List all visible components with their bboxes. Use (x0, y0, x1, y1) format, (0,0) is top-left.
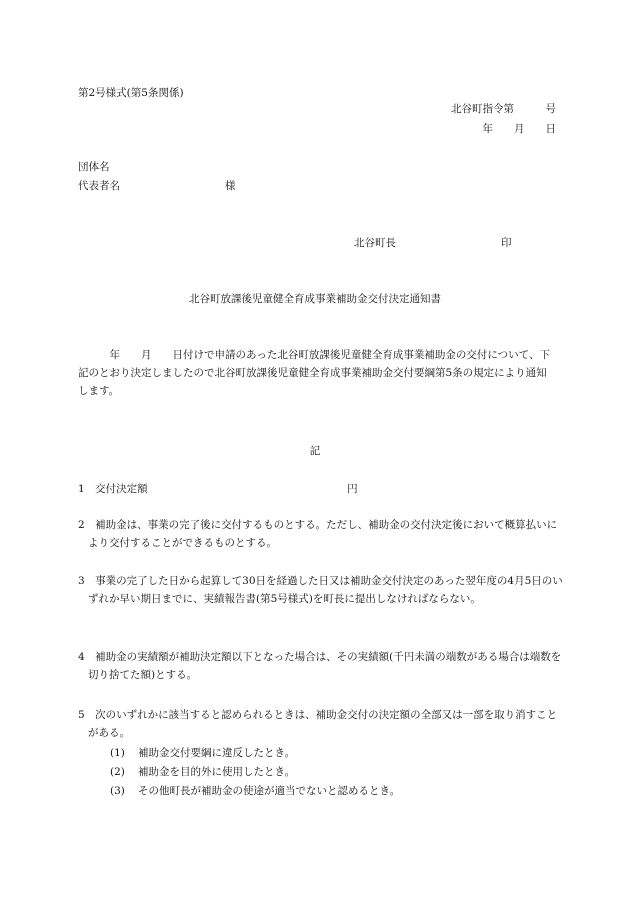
item-2: 2 補助金は、事業の完了後に交付するものとする。ただし、補助金の交付決定後において概算払いにより交付することができるものとする。 (78, 519, 558, 549)
subitem-number: (1) (110, 747, 125, 759)
ki-heading: 記 (309, 445, 321, 457)
subitem-2 (78, 763, 588, 781)
body-paragraph: 年 月 日付けで申請のあった北谷町放課後児童健全育成事業補助金の交付について、下記のとおり決定しましたので北谷町放課後児童健全育成事業補助金交付要綱第5条の規定により通知します。 (78, 349, 550, 397)
subitem-text: 補助金交付要綱に違反したとき。 (138, 747, 296, 759)
subitem-1 (78, 744, 588, 762)
recipient-organization: 団体名 (78, 161, 110, 173)
subitem-number: (3) (110, 785, 125, 797)
item-1: 1 交付決定額 円 (78, 483, 358, 495)
recipient-representative: 代表者名 様 (78, 180, 236, 192)
sender-name: 北谷町長 印 (354, 237, 512, 249)
document-date: 年 月 日 (482, 123, 556, 135)
item-3: 3 事業の完了した日から起算して30日を経過した日又は補助金交付決定のあった翌年度の4月5日のいずれか早い期日までに、実績報告書(第5号様式)を町長に提出しなければならない。 (78, 575, 563, 605)
document-title: 北谷町放課後児童健全育成事業補助金交付決定通知書 (189, 293, 441, 305)
subitem-3 (78, 782, 588, 800)
subitem-text: 補助金を目的外に使用したとき。 (138, 766, 296, 778)
item-5: 5 次のいずれかに該当すると認められるときは、補助金交付の決定額の全部又は一部を取り消すことがある。 (78, 709, 558, 739)
subitem-text: その他町長が補助金の使途が適当でないと認めるとき。 (138, 785, 401, 797)
subitem-number: (2) (110, 766, 125, 778)
item-4: 4 補助金の実績額が補助決定額以下となった場合は、その実績額(千円未満の端数がある場合は端数を切り捨てた額)とする。 (78, 651, 562, 681)
document-number: 北谷町指令第 号 (451, 103, 556, 115)
form-label: 第2号様式(第5条関係) (78, 87, 184, 99)
